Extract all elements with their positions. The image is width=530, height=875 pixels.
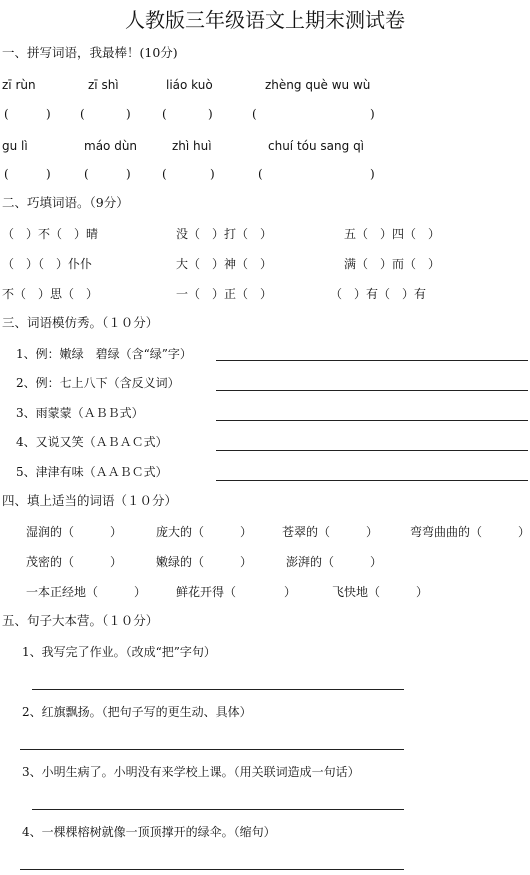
sentence-task: 1、我写完了作业。（改成“把”字句） xyxy=(22,645,216,659)
idiom-blank: 不（ ）思（ ） xyxy=(2,287,99,301)
pinyin-4: zhèng què wu wù xyxy=(265,78,371,92)
answer-line xyxy=(20,869,404,870)
bracket-close: ) xyxy=(46,167,51,181)
word-blank: 茂密的（ ） xyxy=(26,555,123,569)
idiom-blank: 五（ ）四（ ） xyxy=(344,227,441,241)
word-blank: 庞大的（ ） xyxy=(156,525,253,539)
word-blank: 飞快地（ ） xyxy=(332,585,429,599)
bracket-close: ) xyxy=(46,107,51,121)
bracket-open: ( xyxy=(258,167,263,181)
section-2-heading: 二、巧填词语。（9分） xyxy=(2,195,129,210)
bracket-open: ( xyxy=(252,107,257,121)
word-blank: 鲜花开得（ ） xyxy=(176,585,297,599)
word-blank: 弯弯曲曲的（ ） xyxy=(410,525,530,539)
word-blank: 苍翠的（ ） xyxy=(282,525,379,539)
bracket-open: ( xyxy=(84,167,89,181)
section-3-heading: 三、词语模仿秀。（１０分） xyxy=(2,315,159,330)
bracket-close: ) xyxy=(208,107,213,121)
bracket-open: ( xyxy=(4,167,9,181)
bracket-close: ) xyxy=(126,107,131,121)
pinyin-2: zī shì xyxy=(88,78,119,92)
imitation-item: 3、雨蒙蒙（ＡＢＢ式） xyxy=(16,406,144,420)
bracket-open: ( xyxy=(80,107,85,121)
answer-line xyxy=(216,450,528,451)
idiom-blank: （ ）不（ ）晴 xyxy=(2,227,99,241)
answer-line xyxy=(216,480,528,481)
idiom-blank: （ ）（ ）仆仆 xyxy=(2,257,93,271)
bracket-open: ( xyxy=(162,167,167,181)
page-title: 人教版三年级语文上期末测试卷 xyxy=(125,8,405,32)
pinyin-6: máo dùn xyxy=(84,139,138,153)
answer-line xyxy=(216,360,528,361)
imitation-item: 2、例：七上八下（含反义词） xyxy=(16,376,180,390)
imitation-item: 1、例：嫩绿 碧绿（含“绿”字） xyxy=(16,347,192,361)
idiom-blank: 满（ ）而（ ） xyxy=(344,257,441,271)
sentence-task: 3、小明生病了。小明没有来学校上课。（用关联词造成一句话） xyxy=(22,765,360,779)
bracket-close: ) xyxy=(370,167,375,181)
bracket-open: ( xyxy=(162,107,167,121)
word-blank: 一本正经地（ ） xyxy=(26,585,147,599)
answer-line xyxy=(32,809,404,810)
answer-line xyxy=(20,749,404,750)
word-blank: 湿润的（ ） xyxy=(26,525,123,539)
imitation-item: 4、又说又笑（ＡＢＡＣ式） xyxy=(16,435,168,449)
answer-line xyxy=(32,689,404,690)
imitation-item: 5、津津有味（ＡＡＢＣ式） xyxy=(16,465,168,479)
bracket-close: ) xyxy=(126,167,131,181)
section-1-heading: 一、拼写词语，我最棒！(10分) xyxy=(2,45,178,60)
bracket-close: ) xyxy=(210,167,215,181)
section-5-heading: 五、句子大本营。（１０分） xyxy=(2,613,159,628)
sentence-task: 2、红旗飘扬。（把句子写的更生动、具体） xyxy=(22,705,252,719)
sentence-task: 4、一棵棵榕树就像一顶顶撑开的绿伞。（缩句） xyxy=(22,825,276,839)
pinyin-3: liáo kuò xyxy=(166,78,213,92)
pinyin-5: gu lì xyxy=(2,139,28,153)
word-blank: 澎湃的（ ） xyxy=(286,555,383,569)
answer-line xyxy=(216,390,528,391)
pinyin-1: zī rùn xyxy=(2,78,36,92)
word-blank: 嫩绿的（ ） xyxy=(156,555,253,569)
idiom-blank: 大（ ）神（ ） xyxy=(176,257,273,271)
idiom-blank: 一（ ）正（ ） xyxy=(176,287,273,301)
bracket-open: ( xyxy=(4,107,9,121)
bracket-close: ) xyxy=(370,107,375,121)
answer-line xyxy=(216,420,528,421)
section-4-heading: 四、填上适当的词语（１０分） xyxy=(2,493,178,508)
pinyin-7: zhì huì xyxy=(172,139,212,153)
idiom-blank: 没（ ）打（ ） xyxy=(176,227,273,241)
pinyin-8: chuí tóu sang qì xyxy=(268,139,365,153)
idiom-blank: （ ）有（ ）有 xyxy=(330,287,427,301)
